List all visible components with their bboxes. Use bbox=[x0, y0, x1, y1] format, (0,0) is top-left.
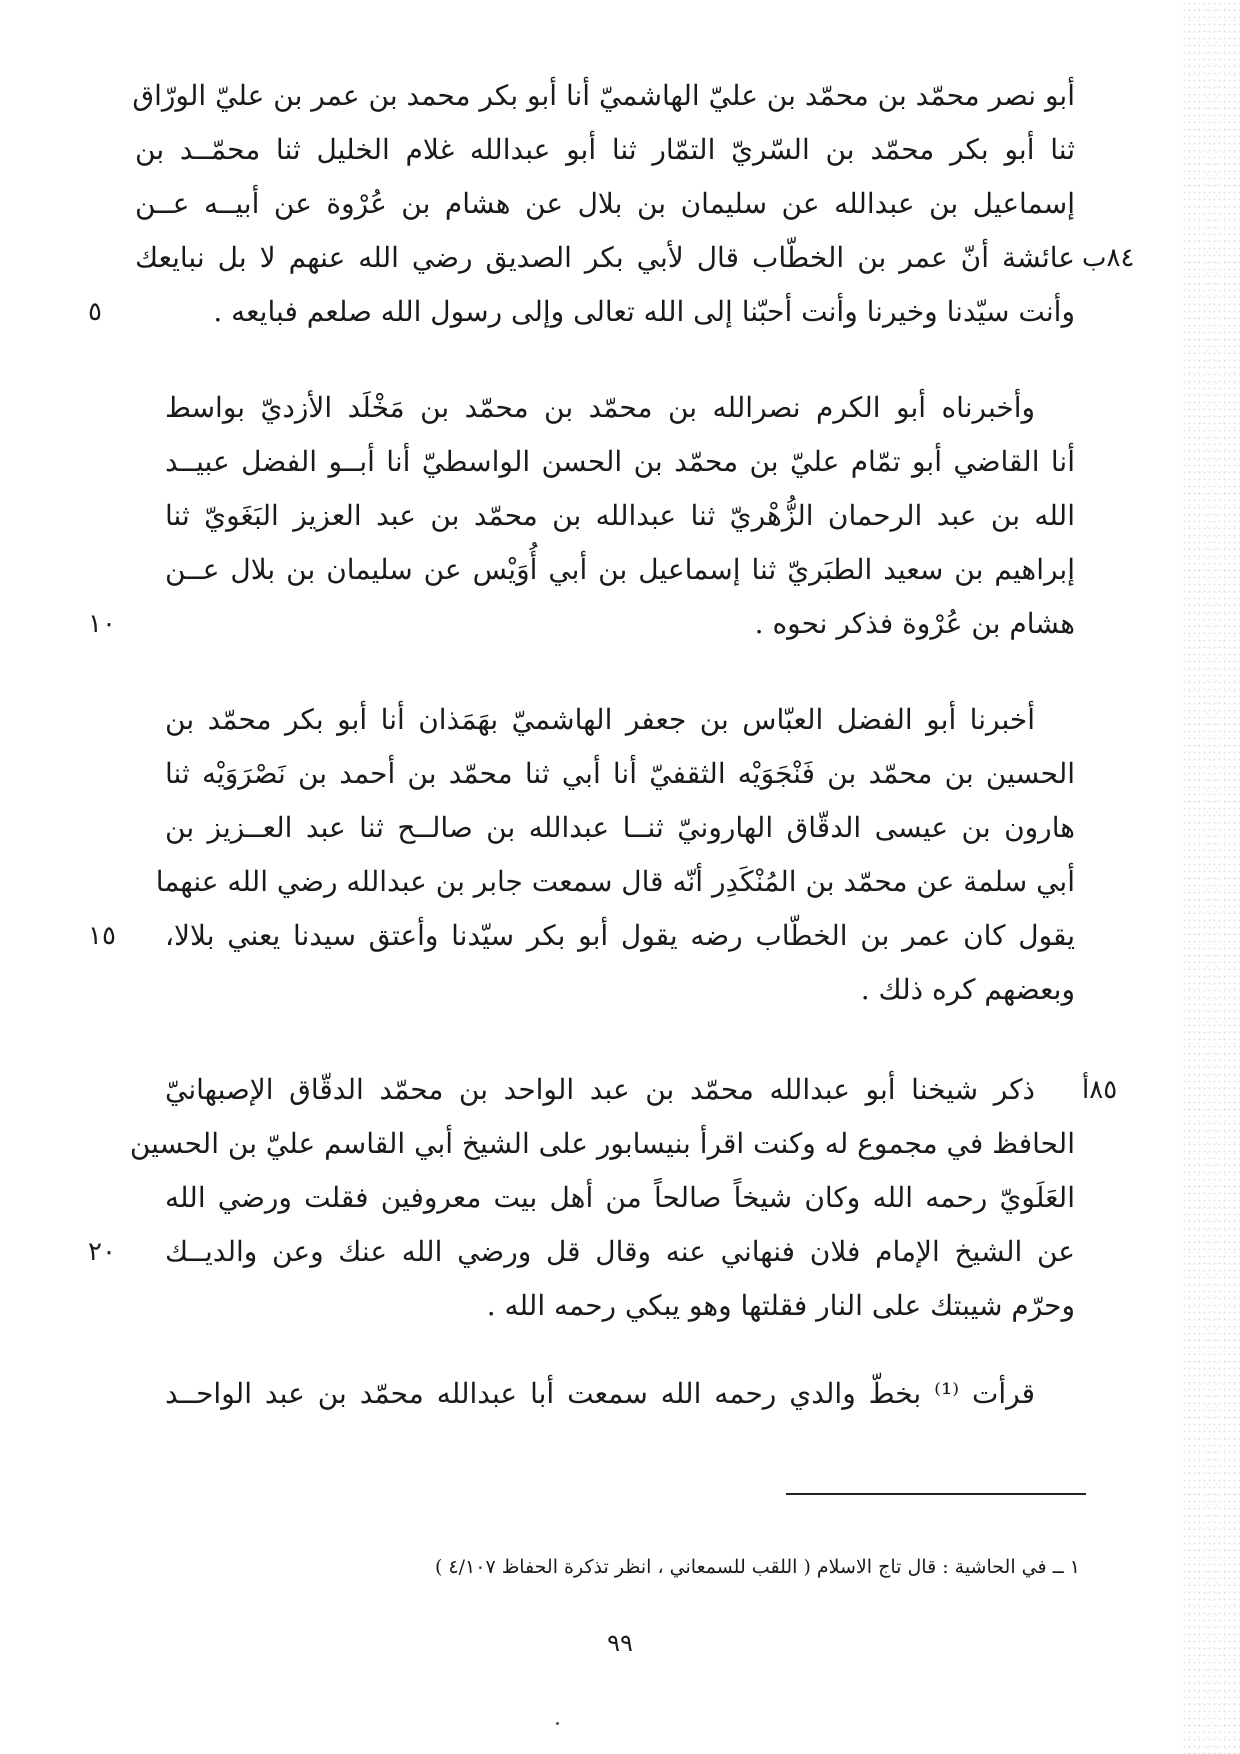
text-line: أنا القاضي أبو تمّام عليّ بن محمّد بن الحسن الواسطيّ أنا أبــو الفضل عبيــد bbox=[165, 445, 1075, 478]
text-line: هارون بن عيسى الدقّاق الهارونيّ ثنــا عبدالله بن صالــح ثنا عبد العــزيز بن bbox=[165, 811, 1075, 844]
folio-mark-84b: ٨٤ب bbox=[1082, 243, 1135, 273]
text-line: ثنا أبو بكر محمّد بن السّريّ التمّار ثنا أبو عبدالله غلام الخليل ثنا محمّــد بن bbox=[135, 133, 1075, 166]
text-line: أبو نصر محمّد بن محمّد بن عليّ الهاشميّ أنا أبو بكر محمد بن عمر بن عليّ الورّاق bbox=[132, 79, 1075, 112]
line-number-5: ٥ bbox=[88, 297, 102, 327]
text-line: وأخبرناه أبو الكرم نصرالله بن محمّد بن محمّد بن مَخْلَد الأزديّ بواسط bbox=[165, 391, 1035, 424]
folio-mark-85a: ٨٥أ bbox=[1082, 1075, 1118, 1105]
line-number-10: ١٠ bbox=[88, 609, 116, 639]
text-line: أخبرنا أبو الفضل العبّاس بن جعفر الهاشميّ بهَمَذان أنا أبو بكر محمّد بن bbox=[165, 703, 1035, 736]
footnote: ١ ــ في الحاشية : قال تاج الاسلام ( اللقب للسمعاني ، انظر تذكرة الحفاظ ٤/١٠٧ ) bbox=[434, 1556, 1080, 1578]
text-line: إسماعيل بن عبدالله عن سليمان بن بلال عن هشام بن عُرْوة عن أبيــه عــن bbox=[135, 187, 1075, 220]
text-line: عائشة أنّ عمر بن الخطّاب قال لأبي بكر الصديق رضي الله عنهم لا بل نبايعك bbox=[135, 241, 1075, 274]
text-line: وحرّم شيبتك على النار فقلتها وهو يبكي رحمه الله . bbox=[486, 1289, 1075, 1322]
scan-dot bbox=[556, 1722, 559, 1725]
text-line: قرأت ⁽¹⁾ بخطّ والدي رحمه الله سمعت أبا عبدالله محمّد بن عبد الواحــد bbox=[165, 1377, 1035, 1410]
text-line: الله بن عبد الرحمان الزُّهْريّ ثنا عبدالله بن محمّد بن عبد العزيز البَغَويّ ثنا bbox=[165, 499, 1075, 532]
text-line: وبعضهم كره ذلك . bbox=[860, 973, 1075, 1006]
text-line: ذكر شيخنا أبو عبدالله محمّد بن عبد الواحد بن محمّد الدقّاق الإصبهانيّ bbox=[165, 1073, 1035, 1106]
text-line: هشام بن عُرْوة فذكر نحوه . bbox=[754, 607, 1075, 640]
text-line: عن الشيخ الإمام فلان فنهاني عنه وقال قل ورضي الله عنك وعن والديــك bbox=[165, 1235, 1075, 1268]
text-line: وأنت سيّدنا وخيرنا وأنت أحبّنا إلى الله تعالى وإلى رسول الله صلعم فبايعه . bbox=[213, 295, 1075, 328]
footnote-divider bbox=[786, 1493, 1086, 1495]
page-number: ٩٩ bbox=[607, 1629, 633, 1657]
text-line: إبراهيم بن سعيد الطبَريّ ثنا إسماعيل بن أبي أُوَيْس عن سليمان بن بلال عــن bbox=[165, 553, 1075, 586]
line-number-15: ١٥ bbox=[88, 921, 116, 951]
text-line: العَلَويّ رحمه الله وكان شيخاً صالحاً من أهل بيت معروفين فقلت ورضي الله bbox=[165, 1181, 1075, 1214]
line-number-20: ٢٠ bbox=[88, 1237, 116, 1267]
text-line: يقول كان عمر بن الخطّاب رضه يقول أبو بكر سيّدنا وأعتق سيدنا يعني بلالا، bbox=[165, 919, 1075, 952]
text-line: الحسين بن محمّد بن فَنْجَوَيْه الثقفيّ أنا أبي ثنا محمّد بن أحمد بن نَصْرَوَيْه ثنا bbox=[165, 757, 1075, 790]
text-line: الحافظ في مجموع له وكنت اقرأ بنيسابور على الشيخ أبي القاسم عليّ بن الحسين bbox=[129, 1127, 1075, 1160]
text-line: أبي سلمة عن محمّد بن المُنْكَدِر أنّه قال سمعت جابر بن عبدالله رضي الله عنهما bbox=[155, 865, 1075, 898]
